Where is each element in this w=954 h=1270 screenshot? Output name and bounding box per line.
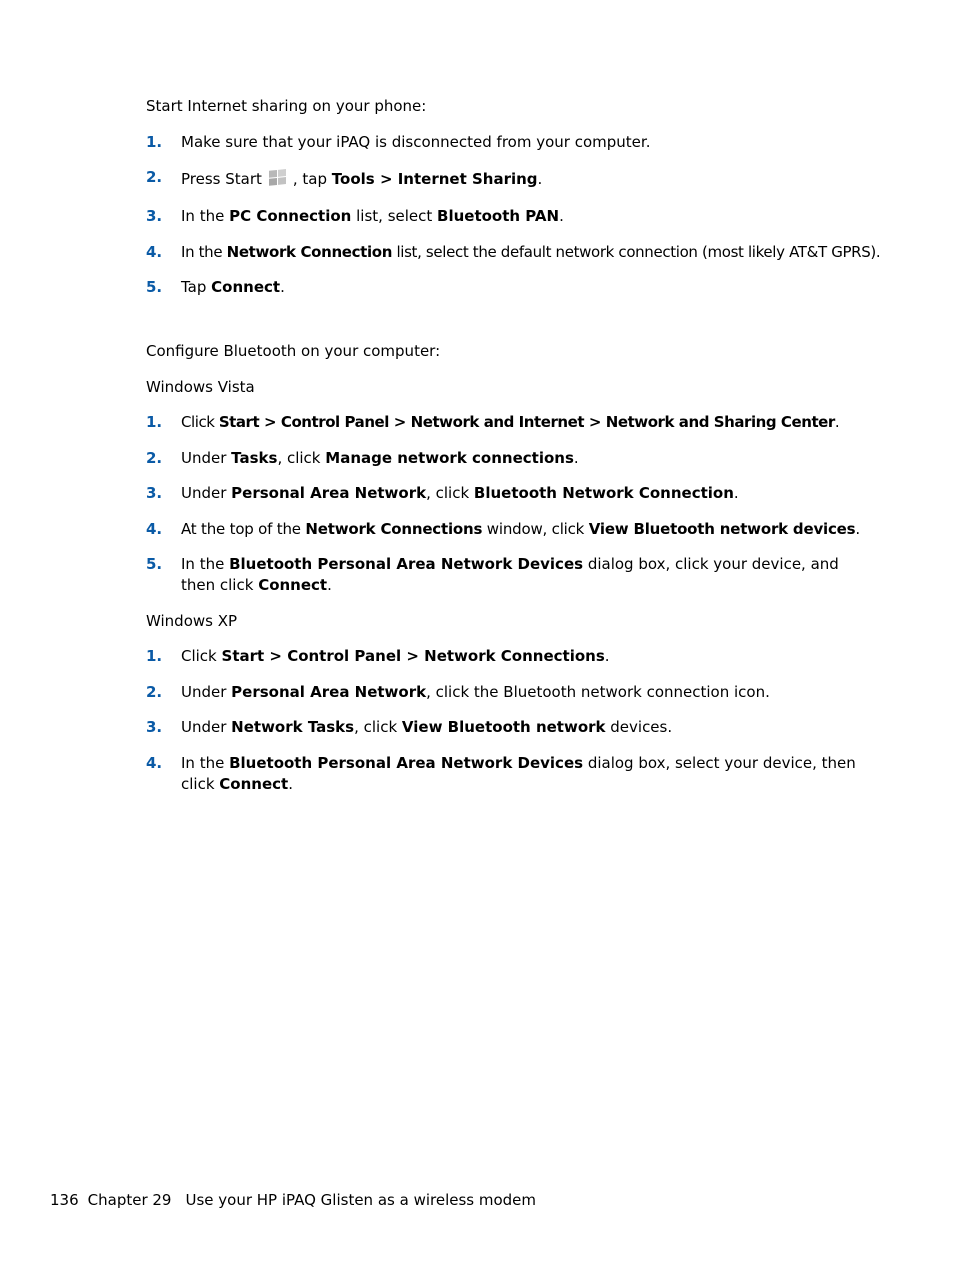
chapter-title: Use your HP iPAQ Glisten as a wireless modem xyxy=(185,1191,537,1209)
step-text: In the Bluetooth Personal Area Network Devices dialog box, select your device, then click Connect. xyxy=(181,754,856,793)
list-item xyxy=(146,206,876,227)
step-text: Press Start , tap Tools > Internet Sharing. xyxy=(181,167,876,195)
step-text: Under Personal Area Network, click the Bluetooth network connection icon. xyxy=(181,683,770,701)
list-item xyxy=(146,554,876,596)
list-item xyxy=(146,412,876,433)
list-item xyxy=(146,277,876,298)
list-item xyxy=(146,682,876,703)
step-number: 4. xyxy=(146,520,163,538)
step-text: Make sure that your iPAQ is disconnected from your computer. xyxy=(181,133,651,151)
list-item xyxy=(146,646,876,667)
list-item xyxy=(146,519,876,540)
step-text: Click Start > Control Panel > Network and Internet > Network and Sharing Center. xyxy=(181,413,840,431)
list-item xyxy=(146,242,881,263)
chapter-label: Chapter 29 xyxy=(87,1191,172,1209)
list-item xyxy=(146,483,876,504)
step-number: 4. xyxy=(146,754,163,772)
step-number: 3. xyxy=(146,718,163,736)
list-item xyxy=(146,717,876,738)
step-text: Under Tasks, click Manage network connections. xyxy=(181,449,579,467)
step-number: 5. xyxy=(146,278,163,296)
step-number: 1. xyxy=(146,413,163,431)
step-text: Click Start > Control Panel > Network Connections. xyxy=(181,647,610,665)
page-number: 136 xyxy=(50,1191,79,1209)
step-text: In the Network Connection list, select the default network connection (most likely AT&T GPRS). xyxy=(181,243,881,261)
list-item xyxy=(146,132,876,153)
step-text: Under Network Tasks, click View Bluetooth network devices. xyxy=(181,718,673,736)
step-number: 2. xyxy=(146,683,163,701)
list-item xyxy=(146,753,876,795)
step-number: 4. xyxy=(146,243,163,261)
step-text: In the Bluetooth Personal Area Network Devices dialog box, click your device, and then click Connect. xyxy=(181,555,839,594)
page-footer xyxy=(50,1190,536,1211)
step-number: 1. xyxy=(146,133,163,151)
windows-xp-heading: Windows XP xyxy=(146,612,238,630)
section1-intro: Start Internet sharing on your phone: xyxy=(146,97,427,115)
step-number: 3. xyxy=(146,484,163,502)
list-item xyxy=(146,448,876,469)
step-number: 5. xyxy=(146,555,163,573)
step-number: 2. xyxy=(146,168,163,186)
step-text: Tap Connect. xyxy=(181,278,285,296)
windows-vista-heading: Windows Vista xyxy=(146,378,255,396)
step-number: 2. xyxy=(146,449,163,467)
step-text: In the PC Connection list, select Bluetooth PAN. xyxy=(181,207,564,225)
windows-start-icon xyxy=(267,167,289,195)
list-item xyxy=(146,167,876,195)
section2-intro: Configure Bluetooth on your computer: xyxy=(146,342,441,360)
step-number: 1. xyxy=(146,647,163,665)
step-text: At the top of the Network Connections window, click View Bluetooth network devices. xyxy=(181,520,860,538)
step-number: 3. xyxy=(146,207,163,225)
step-text: Under Personal Area Network, click Bluetooth Network Connection. xyxy=(181,484,739,502)
